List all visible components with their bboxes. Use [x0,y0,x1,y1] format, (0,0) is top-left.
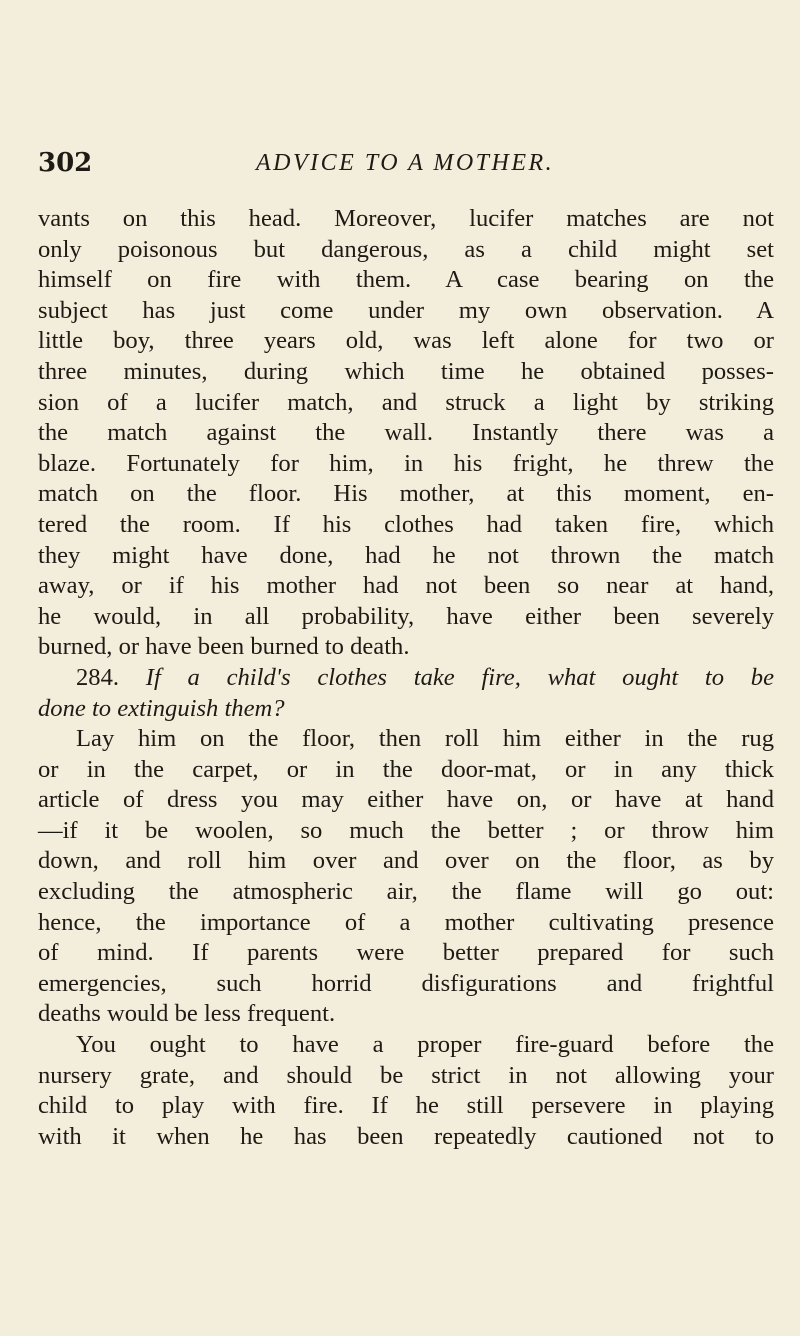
text-line: himself on fire with them. A case bearing on the [38,266,774,294]
text-line: vants on this head. Moreover, lucifer matches are not [38,205,774,232]
text-line: article of dress you may either have on, or have at hand [38,786,774,814]
text-line: they might have done, had he not thrown the match [38,541,774,569]
text-line: with it when he has been repeatedly cautioned not to [38,1122,774,1150]
text-line: excluding the atmospheric air, the flame will go out: [38,878,774,906]
text-line: burned, or have been burned to death. [38,633,410,661]
text-line: —if it be woolen, so much the better ; or throw him [38,816,774,844]
running-head: ADVICE TO A MOTHER. [256,150,555,176]
text-line: the match against the wall. Instantly there was a [38,419,774,447]
text-line: child to play with fire. If he still persevere in playing [38,1092,774,1120]
text-line: deaths would be less frequent. [38,1000,336,1028]
text-line: nursery grate, and should be strict in not allowing your [38,1061,774,1089]
body-text [38,204,774,1152]
question-line [38,663,774,694]
text-line: of mind. If parents were better prepared for such [38,939,774,967]
question-number: 284. [76,663,120,691]
text-line: match on the floor. His mother, at this moment, en- [38,480,774,508]
text-line: You ought to have a proper fire-guard before the [76,1031,774,1059]
page-number: 302 [38,148,93,178]
text-line: only poisonous but dangerous, as a child might set [38,235,774,263]
question-text: If a child's clothes take fire, what ought to be [145,663,774,691]
text-line: sion of a lucifer match, and struck a light by striking [38,388,774,416]
text-line: blaze. Fortunately for him, in his fright, he threw the [38,449,774,477]
text-line: three minutes, during which time he obtained posses- [38,357,774,385]
page-header [38,148,768,188]
text-line: emergencies, such horrid disfigurations and frightful [38,969,774,997]
text-line: tered the room. If his clothes had taken fire, which [38,510,774,538]
text-line: he would, in all probability, have either been severely [38,602,774,630]
text-line: hence, the importance of a mother cultivating presence [38,908,774,936]
text-line: or in the carpet, or in the door-mat, or in any thick [38,755,774,783]
text-line: away, or if his mother had not been so near at hand, [38,572,774,600]
text-line: subject has just come under my own observation. A [38,296,774,324]
text-line: little boy, three years old, was left alone for two or [38,327,774,355]
question-line: done to extinguish them? [38,694,285,722]
text-line: Lay him on the floor, then roll him either in the rug [76,725,774,753]
text-line: down, and roll him over and over on the floor, as by [38,847,774,875]
